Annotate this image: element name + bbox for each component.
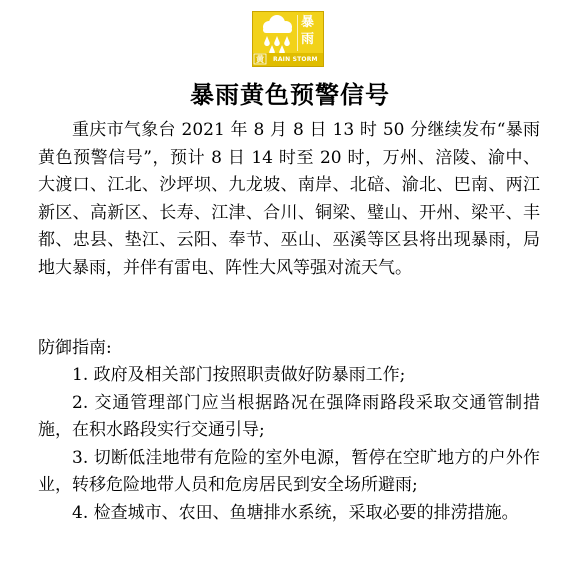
guide-item-1: 1. 政府及相关部门按照职责做好防暴雨工作; — [72, 365, 406, 385]
guide-item-4: 4. 检查城市、农田、鱼塘排水系统，采取必要的排涝措施。 — [72, 502, 519, 523]
guide-list — [38, 362, 540, 527]
document-title: 暴雨黄色预警信号 — [190, 81, 390, 109]
icon-text-huang: 黄 — [256, 55, 264, 64]
icon-text-yu: 雨 — [301, 32, 315, 47]
icon-text-bao: 暴 — [301, 15, 315, 30]
guide-item-2: 2. 交通管理部门应当根据路况在强降雨路段采取交通管制措施，在积水路段实行交通引导; — [38, 392, 540, 440]
rainstorm-yellow-warning-icon — [252, 11, 324, 67]
icon-text-rainstorm: RAIN STORM — [273, 56, 318, 63]
intro-paragraph: 重庆市气象台 2021 年 8 月 8 日 13 时 50 分继续发布“暴雨黄色预警信号”，预计 8 日 14 时至 20 时，万州、涪陵、渝中、大渡口、江北、沙坪坝、九龙坡、南岸、北碚、渝北、巴南、两江新区、高新区、长寿、江津、合川、铜梁、璧山、开州、梁平、丰都、忠县、垫江、云阳、奉节、巫山、巫溪等区县将出现暴雨，局地大暴雨，并伴有雷电、阵性大风等强对流天气。 — [38, 120, 540, 278]
guide-item-3: 3. 切断低洼地带有危险的室外电源，暂停在空旷地方的户外作业，转移危险地带人员和危房居民到安全场所避雨; — [38, 447, 540, 495]
guide-heading: 防御指南: — [38, 338, 112, 358]
